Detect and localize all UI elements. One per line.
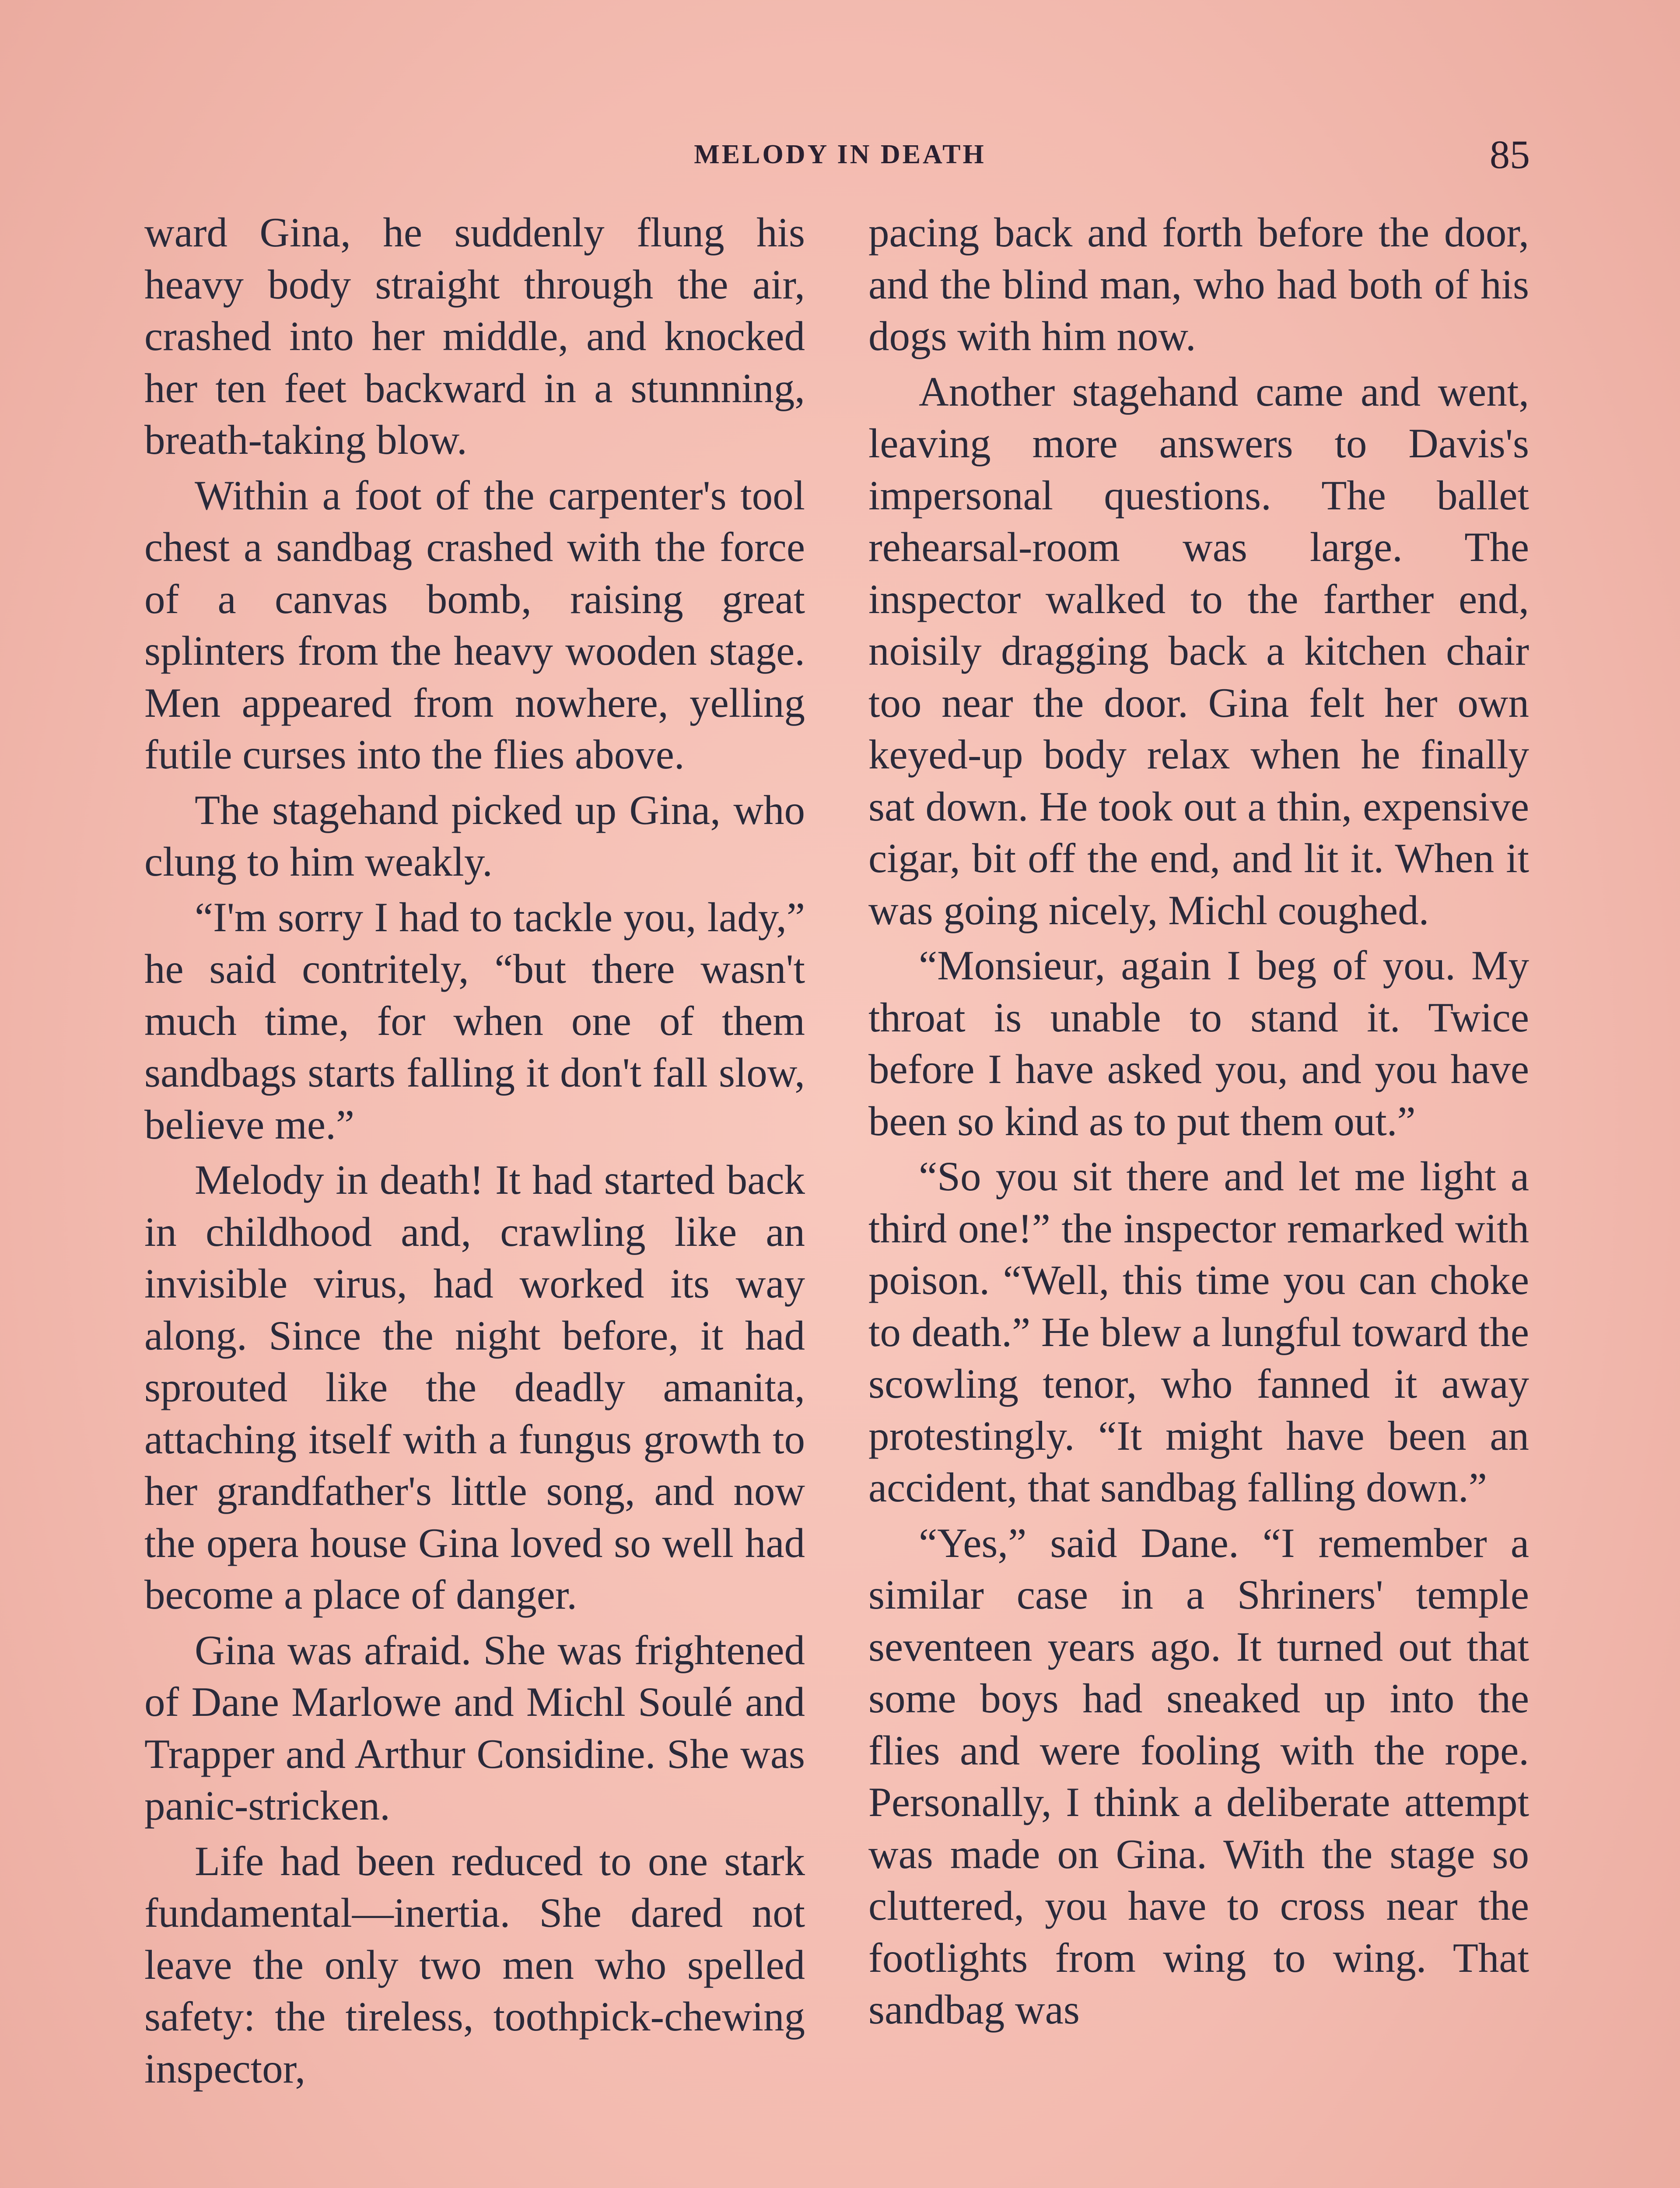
- right-column: [868, 207, 1529, 2036]
- paragraph: The stagehand picked up Gina, who clung to him weakly.: [144, 786, 805, 885]
- paragraph: “So you sit there and let me light a third one!” the inspector remarked with poison. “Well, this time you can choke to death.” He blew a lungful toward the scowling tenor, who fanned it away protestingly. “It might have been an accident, that sandbag falling down.”: [868, 1153, 1529, 1511]
- paragraph: “Monsieur, again I beg of you. My throat is unable to stand it. Twice before I have asked you, and you have been so kind as to put them out.”: [868, 942, 1529, 1144]
- paragraph: Melody in death! It had started back in childhood and, crawling like an invisible virus, had worked its way along. Since the night before, it had sprouted like the deadly amanita, attaching itself with a fungus growth to her grandfather's little song, and now the opera house Gina loved so well had become a place of danger.: [144, 1157, 805, 1618]
- paragraph: pacing back and forth before the door, and the blind man, who had both of his dogs with him now.: [868, 209, 1529, 359]
- page-number: 85: [1490, 132, 1530, 177]
- paragraph: Life had been reduced to one stark fundamental—inertia. She dared not leave the only two men who spelled safety: the tireless, toothpick-chewing inspector,: [144, 1837, 805, 2092]
- paragraph: “I'm sorry I had to tackle you, lady,” he said contritely, “but there wasn't much time, for when one of them sandbags starts falling it don't fall slow, believe me.”: [144, 894, 805, 1148]
- paragraph: Within a foot of the carpenter's tool chest a sandbag crashed with the force of a canvas bomb, raising great splinters from the heavy wooden stage. Men appeared from nowhere, yelling futile curses into the flies above.: [144, 472, 805, 778]
- paragraph: Gina was afraid. She was frightened of Dane Marlowe and Michl Soulé and Trapper and Arthur Considine. She was panic-stricken.: [144, 1627, 805, 1829]
- paragraph: “Yes,” said Dane. “I remember a similar case in a Shriners' temple seventeen years ago. It turned out that some boys had sneaked up into the flies and were fooling with the rope. Personally, I think a deliberate attempt was made on Gina. With the stage so cluttered, you have to cross near the footlights from wing to wing. That sandbag was: [868, 1519, 1529, 2033]
- left-column: [144, 207, 805, 2094]
- paragraph: Another stagehand came and went, leaving more answers to Davis's impersonal questions. The ballet rehearsal-room was large. The inspector walked to the farther end, noisily dragging back a kitchen chair too near the door. Gina felt her own keyed-up body relax when he finally sat down. He took out a thin, expensive cigar, bit off the end, and lit it. When it was going nicely, Michl coughed.: [868, 368, 1529, 933]
- running-title: MELODY IN DEATH: [694, 140, 986, 169]
- paragraph: ward Gina, he suddenly flung his heavy body straight through the air, crashed into her middle, and knocked her ten feet backward in a stunnning, breath-taking blow.: [144, 209, 805, 463]
